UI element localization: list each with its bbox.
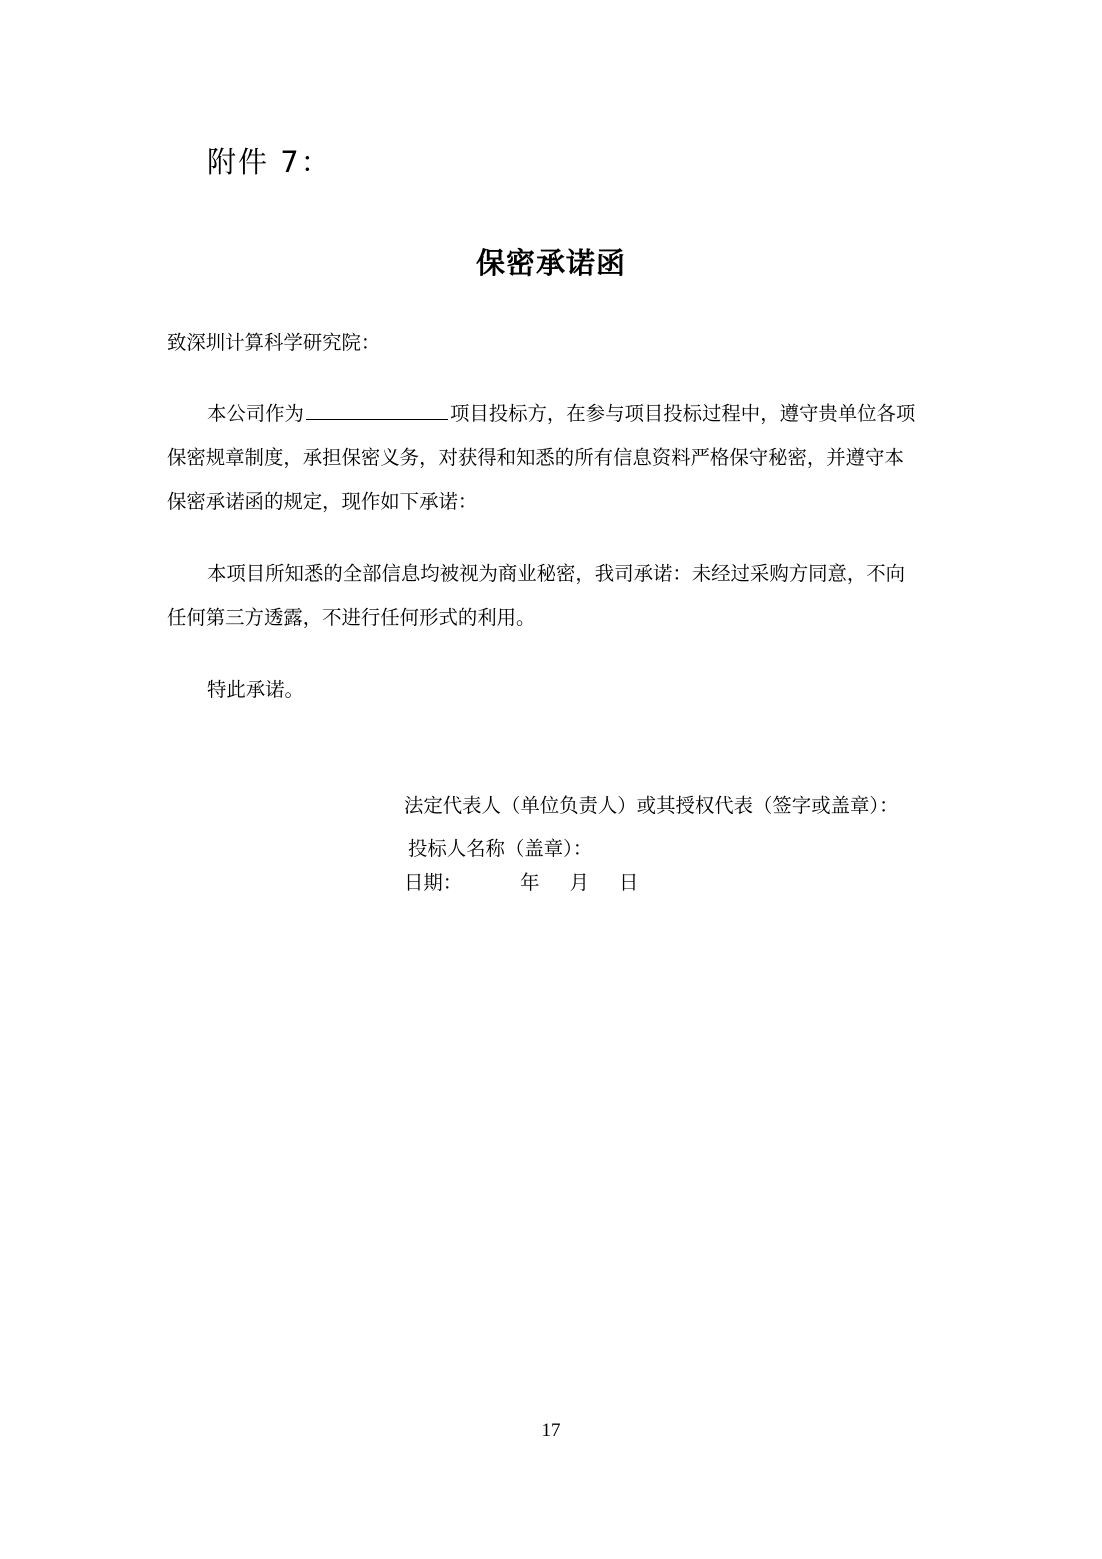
date-year: 年 xyxy=(520,871,540,894)
paragraph-line: 保密规章制度，承担保密义务，对获得和知悉的所有信息资料严格保守秘密，并遵守本 xyxy=(167,446,904,469)
company-name-blank[interactable] xyxy=(306,397,448,420)
signature-date xyxy=(404,866,638,900)
paragraph-line: 本项目所知悉的全部信息均被视为商业秘密，我司承诺：未经过采购方同意，不向 xyxy=(207,562,906,585)
paragraph-line: 任何第三方透露，不进行任何形式的利用。 xyxy=(167,606,536,629)
date-day: 日 xyxy=(618,871,639,894)
signature-representative: 法定代表人（单位负责人）或其授权代表（签字或盖章）： xyxy=(404,794,899,817)
commitment-paragraph xyxy=(167,392,937,524)
signature-bidder-name: 投标人名称（盖章）： xyxy=(408,837,593,860)
date-month: 月 xyxy=(569,871,589,894)
confidentiality-paragraph xyxy=(167,552,937,640)
paragraph-prefix: 本公司作为 xyxy=(207,402,304,425)
closing-statement: 特此承诺。 xyxy=(207,678,304,701)
attachment-label: 附件 7： xyxy=(207,145,332,179)
paragraph-line-text: 项目投标方，在参与项目投标过程中，遵守贵单位各项 xyxy=(449,402,916,425)
page-number: 17 xyxy=(541,1420,561,1441)
document-title: 保密承诺函 xyxy=(475,246,626,280)
date-label: 日期： xyxy=(404,871,463,894)
addressee: 致深圳计算科学研究院： xyxy=(167,331,381,354)
paragraph-line: 保密承诺函的规定，现作如下承诺： xyxy=(167,490,478,513)
paragraph-line xyxy=(167,392,937,436)
